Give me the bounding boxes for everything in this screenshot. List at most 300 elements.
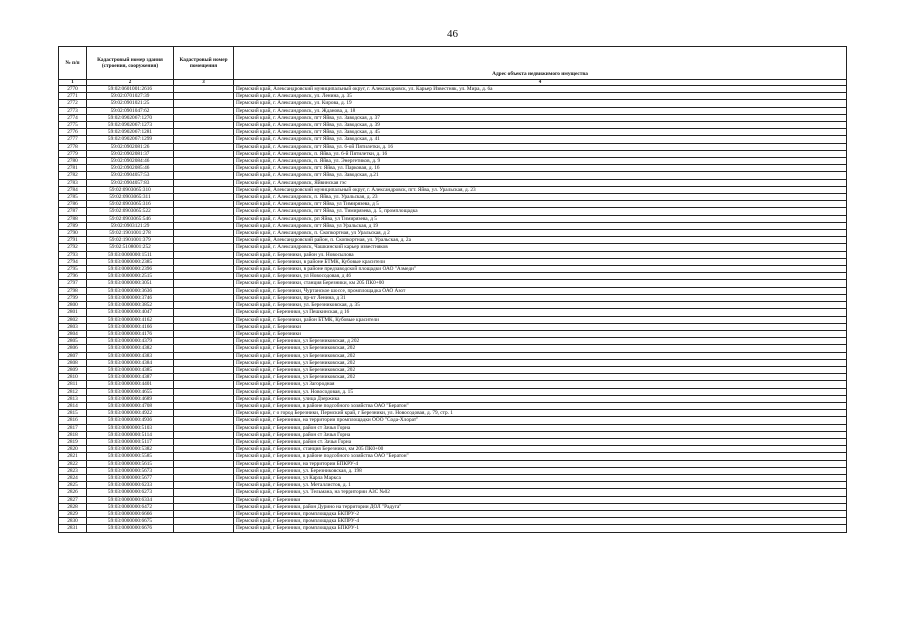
building-cadastral-cell: 59:02:0902067:1299 xyxy=(87,136,174,143)
table-row xyxy=(59,237,847,244)
premises-cadastral-cell xyxy=(174,100,234,107)
building-cadastral-cell: 59:03:0000000:4047 xyxy=(87,309,174,316)
building-cadastral-cell: 59:02:1901001:379 xyxy=(87,237,174,244)
table-row xyxy=(59,323,847,330)
building-cadastral-cell: 59:03:0000000:4936 xyxy=(87,417,174,424)
building-cadastral-cell: 59:03:0000000:5382 xyxy=(87,446,174,453)
table-row xyxy=(59,338,847,345)
header-premises-cadastral: Кадастровый номер помещения xyxy=(174,47,234,80)
row-number-cell: 2820 xyxy=(59,446,87,453)
premises-cadastral-cell xyxy=(174,518,234,525)
building-cadastral-cell: 59:03:0000000:3636 xyxy=(87,287,174,294)
building-cadastral-cell: 59:03:0000000:2396 xyxy=(87,266,174,273)
premises-cadastral-cell xyxy=(174,467,234,474)
premises-cadastral-cell xyxy=(174,352,234,359)
building-cadastral-cell: 59:03:0000000:4379 xyxy=(87,338,174,345)
address-cell: Пермский край, г. Александровск, п. Яйва, ул. Уральская, д. 23 xyxy=(234,194,847,201)
table-row xyxy=(59,374,847,381)
table-row xyxy=(59,201,847,208)
table-row xyxy=(59,402,847,409)
row-number-cell: 2829 xyxy=(59,510,87,517)
building-cadastral-cell: 59:03:0000000:5114 xyxy=(87,431,174,438)
row-number-cell: 2818 xyxy=(59,431,87,438)
address-cell: Пермский край, г. Березники, ул. Березниковская, д. 35 xyxy=(234,302,847,309)
address-cell: Пермский край, г. Александровск, пгт Яйва, ул. Заводская, д. 41 xyxy=(234,136,847,143)
address-cell: Пермский край, г. Березники, Чуртанское шоссе, промплощадка ОАО Азот xyxy=(234,287,847,294)
table-row xyxy=(59,345,847,352)
address-cell: Пермский край, г. Александровск, пгт Яйва, ул Тимирязева, д 5 xyxy=(234,201,847,208)
address-cell: Пермский край, г. Березники, пр-кт Ленина, д 31 xyxy=(234,294,847,301)
premises-cadastral-cell xyxy=(174,395,234,402)
building-cadastral-cell: 59:03:0000000:4655 xyxy=(87,388,174,395)
address-cell: Пермский край, г. Александровск, пгт. Яйва, ул. Парковая, д. 16 xyxy=(234,165,847,172)
address-cell: Пермский край, Александровский муниципальный округ, г. Александровск, пгт. Яйва, ул. Уральская, д. 23 xyxy=(234,186,847,193)
address-cell: Пермский край, г Березники, ул Карла Маркса xyxy=(234,474,847,481)
premises-cadastral-cell xyxy=(174,424,234,431)
address-cell: Пермский край, г. Березники, район ул. Новосылова xyxy=(234,251,847,258)
address-cell: Пермский край, г. Александровск, Яйвинская гэс xyxy=(234,179,847,186)
address-cell: Пермский край, г Березники, ул Березниковская, д 202 xyxy=(234,338,847,345)
row-number-cell: 2782 xyxy=(59,172,87,179)
row-number-cell: 2792 xyxy=(59,244,87,251)
building-cadastral-cell: 59:02:0903065:310 xyxy=(87,186,174,193)
address-cell: Пермский край, г Березники, промплощадка БКПРУ-4 xyxy=(234,518,847,525)
table-row xyxy=(59,467,847,474)
row-number-cell: 2809 xyxy=(59,366,87,373)
address-cell: Пермский край, г Березники, в районе подсобного хозяйства ОАО "Бератон" xyxy=(234,453,847,460)
address-cell: Пермский край, г Березники, район ст Зачья Горна xyxy=(234,431,847,438)
premises-cadastral-cell xyxy=(174,215,234,222)
premises-cadastral-cell xyxy=(174,302,234,309)
building-cadastral-cell: 59:03:0000000:5677 xyxy=(87,474,174,481)
premises-cadastral-cell xyxy=(174,186,234,193)
building-cadastral-cell: 59:02:0902081:26 xyxy=(87,143,174,150)
table-row xyxy=(59,381,847,388)
table-row xyxy=(59,431,847,438)
row-number-cell: 2773 xyxy=(59,107,87,114)
premises-cadastral-cell xyxy=(174,345,234,352)
row-number-cell: 2787 xyxy=(59,208,87,215)
building-cadastral-cell: 59:02:5108001:252 xyxy=(87,244,174,251)
building-cadastral-cell: 59:02:0701027:39 xyxy=(87,93,174,100)
building-cadastral-cell: 59:03:0000000:4176 xyxy=(87,330,174,337)
address-cell: Пермский край, г Березники, ул Пешкинская, д 16 xyxy=(234,309,847,316)
address-cell: Пермский край, г. Александровск, пгт Яйва, ул Уральская, д 19 xyxy=(234,222,847,229)
building-cadastral-cell: 59:02:0601001:2616 xyxy=(87,86,174,93)
address-cell: Пермский край, г о город Березники, Пермский край, г Березники, ул. Новосодовая, д. 79, стр. 1 xyxy=(234,410,847,417)
address-cell: Пермский край, г Березники, на территории промплощадки ООО "Сода-Хлорат" xyxy=(234,417,847,424)
table-row xyxy=(59,129,847,136)
building-cadastral-cell: 59:03:0000000:3051 xyxy=(87,280,174,287)
address-cell: Пермский край, г. Березники, станция Березники, км 205 ПК0+00 xyxy=(234,280,847,287)
building-cadastral-cell: 59:03:0000000:5615 xyxy=(87,460,174,467)
row-number-cell: 2811 xyxy=(59,381,87,388)
row-number-cell: 2806 xyxy=(59,345,87,352)
premises-cadastral-cell xyxy=(174,410,234,417)
address-cell: Пермский край, Александровский район, п. Скопкортная, ул. Уральская, д. 2а xyxy=(234,237,847,244)
table-row xyxy=(59,114,847,121)
row-number-cell: 2803 xyxy=(59,323,87,330)
building-cadastral-cell: 59:02:0902081:37 xyxy=(87,150,174,157)
address-cell: Пермский край, г Березники, ул Березниковская, 202 xyxy=(234,359,847,366)
building-cadastral-cell: 59:02:0902067:1281 xyxy=(87,129,174,136)
premises-cadastral-cell xyxy=(174,107,234,114)
row-number-cell: 2772 xyxy=(59,100,87,107)
row-number-cell: 2784 xyxy=(59,186,87,193)
column-number-4: 4 xyxy=(234,80,847,86)
table-row xyxy=(59,518,847,525)
row-number-cell: 2831 xyxy=(59,525,87,532)
row-number-cell: 2796 xyxy=(59,273,87,280)
building-cadastral-cell: 59:02:0904057:53 xyxy=(87,172,174,179)
address-cell: Пермский край, г. Березники xyxy=(234,323,847,330)
header-building-cadastral: Кадастровый номер здания (строения, сооружения) xyxy=(87,47,174,80)
building-cadastral-cell: 59:03:0000000:4384 xyxy=(87,359,174,366)
row-number-cell: 2786 xyxy=(59,201,87,208)
address-cell: Пермский край, г. Березники, в районе предзаводской площадки ОАО "Азмеди" xyxy=(234,266,847,273)
row-number-cell: 2774 xyxy=(59,114,87,121)
building-cadastral-cell: 59:03:0000000:6233 xyxy=(87,482,174,489)
row-number-cell: 2822 xyxy=(59,460,87,467)
address-cell: Пермский край, г. Александровск, пгт Яйва, ул. Тимирязева, д. 5, промплощадка xyxy=(234,208,847,215)
table-row xyxy=(59,280,847,287)
row-number-cell: 2781 xyxy=(59,165,87,172)
premises-cadastral-cell xyxy=(174,201,234,208)
premises-cadastral-cell xyxy=(174,258,234,265)
address-cell: Пермский край, г Березники, на территории БПКРУ-4 xyxy=(234,460,847,467)
row-number-cell: 2798 xyxy=(59,287,87,294)
row-number-cell: 2823 xyxy=(59,467,87,474)
address-cell: Пермский край, г Березники, ул Березниковская, 202 xyxy=(234,366,847,373)
building-cadastral-cell: 59:03:0000000:5103 xyxy=(87,424,174,431)
premises-cadastral-cell xyxy=(174,366,234,373)
address-cell: Пермский край, г. Александровск, п. Яйва, ул. 6-й Пятилетки, д. 16 xyxy=(234,150,847,157)
table-row xyxy=(59,143,847,150)
building-cadastral-cell: 59:02:0901021:25 xyxy=(87,100,174,107)
address-cell: Пермский край, г Березники, ул Березниковская, 202 xyxy=(234,352,847,359)
column-number-2: 2 xyxy=(87,80,174,86)
row-number-cell: 2813 xyxy=(59,395,87,402)
building-cadastral-cell: 59:03:0000000:5673 xyxy=(87,467,174,474)
building-cadastral-cell: 59:02:0903065:546 xyxy=(87,215,174,222)
premises-cadastral-cell xyxy=(174,503,234,510)
premises-cadastral-cell xyxy=(174,453,234,460)
building-cadastral-cell: 59:03:0000000:4401 xyxy=(87,381,174,388)
table-row xyxy=(59,194,847,201)
building-cadastral-cell: 59:02:0901047:62 xyxy=(87,107,174,114)
header-address: Адрес объекта недвижимого имущества xyxy=(234,47,847,80)
building-cadastral-cell: 59:03:0000000:5585 xyxy=(87,453,174,460)
row-number-cell: 2807 xyxy=(59,352,87,359)
building-cadastral-cell: 59:03:0000000:6676 xyxy=(87,525,174,532)
table-row xyxy=(59,302,847,309)
table-row xyxy=(59,496,847,503)
table-row xyxy=(59,503,847,510)
row-number-cell: 2779 xyxy=(59,150,87,157)
building-cadastral-cell: 59:02:0902067:1270 xyxy=(87,114,174,121)
table-row xyxy=(59,525,847,532)
premises-cadastral-cell xyxy=(174,280,234,287)
row-number-cell: 2785 xyxy=(59,194,87,201)
row-number-cell: 2805 xyxy=(59,338,87,345)
table-row xyxy=(59,230,847,237)
premises-cadastral-cell xyxy=(174,129,234,136)
premises-cadastral-cell xyxy=(174,338,234,345)
premises-cadastral-cell xyxy=(174,122,234,129)
table-header-row xyxy=(59,47,847,80)
premises-cadastral-cell xyxy=(174,165,234,172)
row-number-cell: 2819 xyxy=(59,438,87,445)
row-number-cell: 2770 xyxy=(59,86,87,93)
table-row xyxy=(59,273,847,280)
row-number-cell: 2824 xyxy=(59,474,87,481)
table-row xyxy=(59,122,847,129)
row-number-cell: 2815 xyxy=(59,410,87,417)
table-row xyxy=(59,150,847,157)
address-cell: Пермский край, г. Александровск, пгт Яйва, ул. Заводская, д. 45 xyxy=(234,129,847,136)
row-number-cell: 2799 xyxy=(59,294,87,301)
table-row xyxy=(59,215,847,222)
table-row xyxy=(59,424,847,431)
premises-cadastral-cell xyxy=(174,525,234,532)
building-cadastral-cell: 59:03:0000000:4382 xyxy=(87,345,174,352)
column-number-3: 3 xyxy=(174,80,234,86)
address-cell: Пермский край, г. Александровск, пгт Яйва, ул. Заводская, д.21 xyxy=(234,172,847,179)
row-number-cell: 2795 xyxy=(59,266,87,273)
address-cell: Пермский край, г Березники, в районе подсобного хозяйства ОАО "Бератон" xyxy=(234,402,847,409)
table-row xyxy=(59,222,847,229)
building-cadastral-cell: 59:03:0000000:4383 xyxy=(87,352,174,359)
premises-cadastral-cell xyxy=(174,309,234,316)
address-cell: Пермский край, г. Александровск, ул. Ленина, д. 35 xyxy=(234,93,847,100)
table-row xyxy=(59,395,847,402)
premises-cadastral-cell xyxy=(174,136,234,143)
row-number-cell: 2804 xyxy=(59,330,87,337)
address-cell: Пермский край, г. Александровск, пгт Яйва, ул. Заводская, д. 39 xyxy=(234,122,847,129)
table-row xyxy=(59,158,847,165)
table-row xyxy=(59,179,847,186)
table-row xyxy=(59,453,847,460)
address-cell: Пермский край, г Березники xyxy=(234,496,847,503)
row-number-cell: 2791 xyxy=(59,237,87,244)
table-row xyxy=(59,208,847,215)
row-number-cell: 2794 xyxy=(59,258,87,265)
address-cell: Пермский край, г. Березники xyxy=(234,330,847,337)
address-cell: Пермский край, г. Александровск, пгт Яйва, ул. Заводская, д. 37 xyxy=(234,114,847,121)
address-cell: Пермский край, г Березники, ул Березниковская, 202 xyxy=(234,345,847,352)
table-body xyxy=(59,86,847,533)
table-row xyxy=(59,258,847,265)
header-row-number: № п/п xyxy=(59,47,87,80)
row-number-cell: 2801 xyxy=(59,309,87,316)
table-row xyxy=(59,251,847,258)
table-row xyxy=(59,460,847,467)
building-cadastral-cell: 59:02:0903065:316 xyxy=(87,201,174,208)
address-cell: Пермский край, г Березники, ул. Металлистов, д. 1 xyxy=(234,482,847,489)
building-cadastral-cell: 59:03:0000000:4689 xyxy=(87,395,174,402)
row-number-cell: 2777 xyxy=(59,136,87,143)
row-number-cell: 2776 xyxy=(59,129,87,136)
building-cadastral-cell: 59:03:0000000:4166 xyxy=(87,323,174,330)
address-cell: Пермский край, г Березники, район ст Зачья Горна xyxy=(234,424,847,431)
premises-cadastral-cell xyxy=(174,431,234,438)
row-number-cell: 2808 xyxy=(59,359,87,366)
table-row xyxy=(59,93,847,100)
table-row xyxy=(59,366,847,373)
address-cell: Пермский край, г Березники, район ст. Зачья Горна xyxy=(234,438,847,445)
premises-cadastral-cell xyxy=(174,266,234,273)
column-number-1: 1 xyxy=(59,80,87,86)
table-row xyxy=(59,186,847,193)
premises-cadastral-cell xyxy=(174,86,234,93)
row-number-cell: 2790 xyxy=(59,230,87,237)
premises-cadastral-cell xyxy=(174,402,234,409)
premises-cadastral-cell xyxy=(174,244,234,251)
table-row xyxy=(59,438,847,445)
premises-cadastral-cell xyxy=(174,374,234,381)
address-cell: Пермский край, г. Александровск, ул. Кирова, д. 19 xyxy=(234,100,847,107)
building-cadastral-cell: 59:03:0000000:3746 xyxy=(87,294,174,301)
row-number-cell: 2817 xyxy=(59,424,87,431)
page-number: 46 xyxy=(447,28,458,40)
address-cell: Пермский край, г. Березники, район БТМК, Кубовые красители xyxy=(234,316,847,323)
premises-cadastral-cell xyxy=(174,323,234,330)
table-row xyxy=(59,417,847,424)
row-number-cell: 2821 xyxy=(59,453,87,460)
table-row xyxy=(59,100,847,107)
address-cell: Пермский край, г Березники, ул. Березниковская, д. 198 xyxy=(234,467,847,474)
premises-cadastral-cell xyxy=(174,208,234,215)
address-cell: Пермский край, г Березники, улица Дзержика xyxy=(234,395,847,402)
building-cadastral-cell: 59:02:0902067:1273 xyxy=(87,122,174,129)
table-row xyxy=(59,482,847,489)
building-cadastral-cell: 59:03:0000000:4385 xyxy=(87,366,174,373)
property-register-table xyxy=(58,46,847,533)
building-cadastral-cell: 59:03:0000000:2385 xyxy=(87,258,174,265)
table-row xyxy=(59,309,847,316)
table-row xyxy=(59,410,847,417)
building-cadastral-cell: 59:02:0904057:83 xyxy=(87,179,174,186)
premises-cadastral-cell xyxy=(174,93,234,100)
building-cadastral-cell: 59:03:0000000:2515 xyxy=(87,273,174,280)
table-row xyxy=(59,352,847,359)
address-cell: Пермский край, г Березники, ул. Новосодовая, д. 15 xyxy=(234,388,847,395)
row-number-cell: 2825 xyxy=(59,482,87,489)
premises-cadastral-cell xyxy=(174,359,234,366)
address-cell: Пермский край, г Березники, ул. Тельмана, на территории АЗС №02 xyxy=(234,489,847,496)
row-number-cell: 2826 xyxy=(59,489,87,496)
table-row xyxy=(59,136,847,143)
premises-cadastral-cell xyxy=(174,179,234,186)
building-cadastral-cell: 59:03:0000000:4162 xyxy=(87,316,174,323)
premises-cadastral-cell xyxy=(174,172,234,179)
row-number-cell: 2827 xyxy=(59,496,87,503)
address-cell: Пермский край, г. Александровск, Чашкинский карьер известняков xyxy=(234,244,847,251)
row-number-cell: 2830 xyxy=(59,518,87,525)
address-cell: Пермский край, г Березники, ул Загородная xyxy=(234,381,847,388)
row-number-cell: 2797 xyxy=(59,280,87,287)
premises-cadastral-cell xyxy=(174,330,234,337)
table-row xyxy=(59,510,847,517)
row-number-cell: 2793 xyxy=(59,251,87,258)
building-cadastral-cell: 59:03:0000000:6675 xyxy=(87,518,174,525)
premises-cadastral-cell xyxy=(174,194,234,201)
building-cadastral-cell: 59:03:0000000:6273 xyxy=(87,489,174,496)
row-number-cell: 2828 xyxy=(59,503,87,510)
building-cadastral-cell: 59:03:0000000:5117 xyxy=(87,438,174,445)
premises-cadastral-cell xyxy=(174,230,234,237)
building-cadastral-cell: 59:03:0000000:4922 xyxy=(87,410,174,417)
row-number-cell: 2789 xyxy=(59,222,87,229)
address-cell: Пермский край, г. Александровск, пгт Яйва, ул. 6-ой Пятилетки, д. 16 xyxy=(234,143,847,150)
table-row xyxy=(59,294,847,301)
table-row xyxy=(59,474,847,481)
premises-cadastral-cell xyxy=(174,237,234,244)
premises-cadastral-cell xyxy=(174,287,234,294)
premises-cadastral-cell xyxy=(174,510,234,517)
premises-cadastral-cell xyxy=(174,496,234,503)
building-cadastral-cell: 59:03:0000000:6666 xyxy=(87,510,174,517)
premises-cadastral-cell xyxy=(174,460,234,467)
table-row xyxy=(59,359,847,366)
address-cell: Пермский край, г Березники, район Дурино на территории ДОЛ "Радуга" xyxy=(234,503,847,510)
address-cell: Пермский край, г. Александровск, рп Яйва, ул Тимирязева, д 5 xyxy=(234,215,847,222)
address-cell: Пермский край, г. Березники, ул Новосодовая, д 46 xyxy=(234,273,847,280)
building-cadastral-cell: 59:02:0903065:311 xyxy=(87,194,174,201)
premises-cadastral-cell xyxy=(174,489,234,496)
table-row xyxy=(59,107,847,114)
premises-cadastral-cell xyxy=(174,482,234,489)
row-number-cell: 2788 xyxy=(59,215,87,222)
row-number-cell: 2814 xyxy=(59,402,87,409)
premises-cadastral-cell xyxy=(174,381,234,388)
table-row xyxy=(59,446,847,453)
table-row xyxy=(59,388,847,395)
table-row xyxy=(59,489,847,496)
premises-cadastral-cell xyxy=(174,446,234,453)
row-number-cell: 2771 xyxy=(59,93,87,100)
premises-cadastral-cell xyxy=(174,294,234,301)
address-cell: Пермский край, г Березники, промплощадка БПКРУ-1 xyxy=(234,525,847,532)
building-cadastral-cell: 59:03:0000000:4708 xyxy=(87,402,174,409)
table-row xyxy=(59,165,847,172)
table-row xyxy=(59,266,847,273)
premises-cadastral-cell xyxy=(174,222,234,229)
building-cadastral-cell: 59:03:0000000:3852 xyxy=(87,302,174,309)
row-number-cell: 2778 xyxy=(59,143,87,150)
premises-cadastral-cell xyxy=(174,474,234,481)
building-cadastral-cell: 59:02:1901001:278 xyxy=(87,230,174,237)
premises-cadastral-cell xyxy=(174,251,234,258)
premises-cadastral-cell xyxy=(174,143,234,150)
table-row xyxy=(59,316,847,323)
building-cadastral-cell: 59:03:0000000:1511 xyxy=(87,251,174,258)
building-cadastral-cell: 59:02:0903121:29 xyxy=(87,222,174,229)
table-row xyxy=(59,86,847,93)
premises-cadastral-cell xyxy=(174,417,234,424)
row-number-cell: 2810 xyxy=(59,374,87,381)
building-cadastral-cell: 59:02:0902085:46 xyxy=(87,165,174,172)
table-row xyxy=(59,244,847,251)
building-cadastral-cell: 59:02:0903065:522 xyxy=(87,208,174,215)
row-number-cell: 2775 xyxy=(59,122,87,129)
address-cell: Пермский край, г. Березники, в районе БТМК, Кубовые красители xyxy=(234,258,847,265)
address-cell: Пермский край, Александровский муниципальный округ, г. Александровск, ул. Карьер Известняк, ул. Мира, д. 6а xyxy=(234,86,847,93)
table-row xyxy=(59,287,847,294)
row-number-cell: 2780 xyxy=(59,158,87,165)
address-cell: Пермский край, г Березники, станция Березники, км 205 ПК0+00 xyxy=(234,446,847,453)
building-cadastral-cell: 59:03:0000000:4387 xyxy=(87,374,174,381)
